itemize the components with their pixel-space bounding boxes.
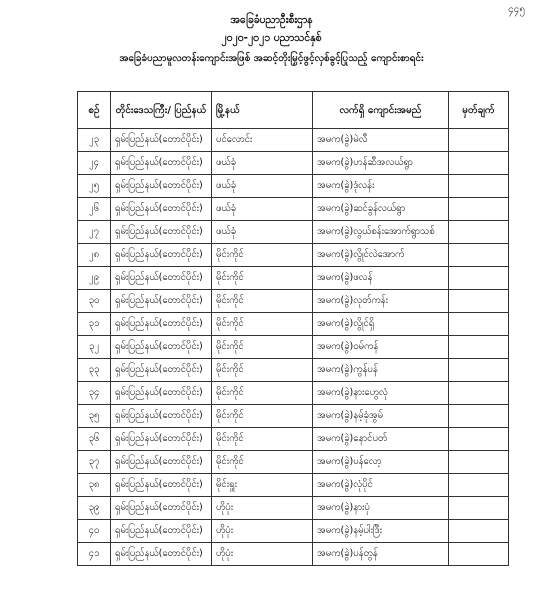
region-cell: ရှမ်းပြည်နယ်(တောင်ပိုင်း) <box>111 474 212 497</box>
serial-cell: ၃၁ <box>78 313 111 336</box>
township-cell: မိုင်းကိုင် <box>212 244 313 267</box>
serial-cell: ၃၂ <box>78 336 111 359</box>
school-name-cell: အမက(ခွဲ)နမ့်ခုံအွမ် <box>313 405 449 428</box>
remark-cell <box>449 520 509 543</box>
table-row <box>78 405 509 428</box>
township-cell: ဖယ်ခုံ <box>212 221 313 244</box>
school-name-cell: အမက(ခွဲ)ဆင်ခွန်လယ်ရွာ <box>313 198 449 221</box>
serial-cell: ၃၆ <box>78 428 111 451</box>
region-cell: ရှမ်းပြည်နယ်(တောင်ပိုင်း) <box>111 382 212 405</box>
region-cell: ရှမ်းပြည်နယ်(တောင်ပိုင်း) <box>111 313 212 336</box>
region-cell: ရှမ်းပြည်နယ်(တောင်ပိုင်း) <box>111 405 212 428</box>
school-name-cell: အမက(ခွဲ)နမ့်ပါးဒြီး <box>313 520 449 543</box>
remark-cell <box>449 198 509 221</box>
township-cell: ဖယ်ခုံ <box>212 152 313 175</box>
table-header-row <box>78 92 509 129</box>
township-cell: မိုင်းကိုင် <box>212 405 313 428</box>
remark-cell <box>449 359 509 382</box>
township-cell: မိုင်းကိုင် <box>212 336 313 359</box>
serial-cell: ၂၉ <box>78 267 111 290</box>
serial-cell: ၄၁ <box>78 543 111 566</box>
school-name-cell: အမက(ခွဲ)ပန်လော့ <box>313 451 449 474</box>
serial-cell: ၃၈ <box>78 474 111 497</box>
serial-cell: ၂၆ <box>78 198 111 221</box>
remark-cell <box>449 221 509 244</box>
region-cell: ရှမ်းပြည်နယ်(တောင်ပိုင်း) <box>111 451 212 474</box>
remark-cell <box>449 405 509 428</box>
serial-cell: ၂၃ <box>78 129 111 152</box>
region-cell: ရှမ်းပြည်နယ်(တောင်ပိုင်း) <box>111 497 212 520</box>
school-name-cell: အမက(ခွဲ)လွိုင်လဲအောက် <box>313 244 449 267</box>
serial-cell: ၂၄ <box>78 152 111 175</box>
school-list-table <box>77 91 509 566</box>
township-cell: ဟိုပုံး <box>212 520 313 543</box>
school-name-cell: အမက(ခွဲ)နောင်ပတ် <box>313 428 449 451</box>
serial-cell: ၂၇ <box>78 221 111 244</box>
table-row <box>78 359 509 382</box>
col-header-serial: စဉ် <box>78 92 111 129</box>
serial-cell: ၃၄ <box>78 382 111 405</box>
table-row <box>78 382 509 405</box>
school-name-cell: အမက(ခွဲ)နားပုံ <box>313 497 449 520</box>
serial-cell: ၃၅ <box>78 405 111 428</box>
remark-cell <box>449 152 509 175</box>
table-row <box>78 474 509 497</box>
page-number: ၄၄၅ <box>508 4 525 15</box>
department-title: အခြေခံပညာဦးစီးဌာန <box>230 14 313 26</box>
region-cell: ရှမ်းပြည်နယ်(တောင်ပိုင်း) <box>111 175 212 198</box>
township-cell: ဟိုပုံး <box>212 497 313 520</box>
academic-year: ၂၀၂၀-၂၀၂၁ ပညာသင်နှစ် <box>221 32 322 44</box>
serial-cell: ၃၃ <box>78 359 111 382</box>
school-name-cell: အမက(ခွဲ)ဒုံလန်း <box>313 175 449 198</box>
table-row <box>78 451 509 474</box>
region-cell: ရှမ်းပြည်နယ်(တောင်ပိုင်း) <box>111 198 212 221</box>
region-cell: ရှမ်းပြည်နယ်(တောင်ပိုင်း) <box>111 129 212 152</box>
table-row <box>78 198 509 221</box>
school-name-cell: အမက(ခွဲ)ဖလန် <box>313 267 449 290</box>
school-name-cell: အမက(ခွဲ)လုတ်ကန်း <box>313 290 449 313</box>
serial-cell: ၃၇ <box>78 451 111 474</box>
table-row <box>78 290 509 313</box>
region-cell: ရှမ်းပြည်နယ်(တောင်ပိုင်း) <box>111 428 212 451</box>
remark-cell <box>449 267 509 290</box>
table-row <box>78 543 509 566</box>
table-row <box>78 175 509 198</box>
serial-cell: ၃၀ <box>78 290 111 313</box>
remark-cell <box>449 290 509 313</box>
table-row <box>78 129 509 152</box>
school-name-cell: အမက(ခွဲ)လွိုင်ရှိ <box>313 313 449 336</box>
school-name-cell: အမက(ခွဲ)လုံပိုင် <box>313 474 449 497</box>
remark-cell <box>449 336 509 359</box>
serial-cell: ၄၀ <box>78 520 111 543</box>
region-cell: ရှမ်းပြည်နယ်(တောင်ပိုင်း) <box>111 152 212 175</box>
township-cell: မိုင်းရှူး <box>212 474 313 497</box>
serial-cell: ၂၅ <box>78 175 111 198</box>
school-name-cell: အမက(ခွဲ)ဝမ်ကန် <box>313 336 449 359</box>
township-cell: မိုင်းကိုင် <box>212 359 313 382</box>
region-cell: ရှမ်းပြည်နယ်(တောင်ပိုင်း) <box>111 543 212 566</box>
remark-cell <box>449 244 509 267</box>
table-row <box>78 244 509 267</box>
school-name-cell: အမက(ခွဲ)မဲလီ <box>313 129 449 152</box>
serial-cell: ၂၈ <box>78 244 111 267</box>
table-row <box>78 152 509 175</box>
school-name-cell: အမက(ခွဲ)နားဟွေလုံ <box>313 382 449 405</box>
township-cell: ဟိုပုံး <box>212 543 313 566</box>
col-header-remark: မှတ်ချက် <box>449 92 509 129</box>
remark-cell <box>449 451 509 474</box>
col-header-school: လက်ရှိ ကျောင်းအမည် <box>313 92 449 129</box>
township-cell: မိုင်းကိုင် <box>212 267 313 290</box>
remark-cell <box>449 382 509 405</box>
remark-cell <box>449 497 509 520</box>
table-row <box>78 336 509 359</box>
remark-cell <box>449 175 509 198</box>
col-header-township: မြို့နယ် <box>212 92 313 129</box>
region-cell: ရှမ်းပြည်နယ်(တောင်ပိုင်း) <box>111 221 212 244</box>
table-row <box>78 221 509 244</box>
township-cell: ဖယ်ခုံ <box>212 175 313 198</box>
region-cell: ရှမ်းပြည်နယ်(တောင်ပိုင်း) <box>111 290 212 313</box>
township-cell: မိုင်းကိုင် <box>212 428 313 451</box>
school-name-cell: အမက(ခွဲ)ပန်တွန် <box>313 543 449 566</box>
table-row <box>78 313 509 336</box>
col-header-region: တိုင်းဒေသကြီး/ ပြည်နယ် <box>111 92 212 129</box>
township-cell: မိုင်းကိုင် <box>212 313 313 336</box>
table-row <box>78 497 509 520</box>
region-cell: ရှမ်းပြည်နယ်(တောင်ပိုင်း) <box>111 267 212 290</box>
region-cell: ရှမ်းပြည်နယ်(တောင်ပိုင်း) <box>111 359 212 382</box>
school-name-cell: အမက(ခွဲ)ဟန်ဆီအလယ်ရွာ <box>313 152 449 175</box>
table-row <box>78 428 509 451</box>
serial-cell: ၃၉ <box>78 497 111 520</box>
township-cell: မိုင်းကိုင် <box>212 290 313 313</box>
school-name-cell: အမက(ခွဲ)ကွန်ပန် <box>313 359 449 382</box>
document-title: အခြေခံပညာမူလတန်းကျောင်းအဖြစ် အဆင့်တိုးမြှင့်ဖွင့်လှစ်ခွင့်ပြုသည့် ကျောင်းစာရင်း <box>119 53 424 64</box>
school-name-cell: အမက(ခွဲ)လွယ်စန်းအောက်ရွာသစ် <box>313 221 449 244</box>
remark-cell <box>449 313 509 336</box>
remark-cell <box>449 428 509 451</box>
township-cell: ပင်လောင်း <box>212 129 313 152</box>
remark-cell <box>449 474 509 497</box>
table-row <box>78 520 509 543</box>
region-cell: ရှမ်းပြည်နယ်(တောင်ပိုင်း) <box>111 520 212 543</box>
region-cell: ရှမ်းပြည်နယ်(တောင်ပိုင်း) <box>111 244 212 267</box>
township-cell: ဖယ်ခုံ <box>212 198 313 221</box>
region-cell: ရှမ်းပြည်နယ်(တောင်ပိုင်း) <box>111 336 212 359</box>
township-cell: မိုင်းကိုင် <box>212 382 313 405</box>
township-cell: မိုင်းကိုင် <box>212 451 313 474</box>
remark-cell <box>449 543 509 566</box>
remark-cell <box>449 129 509 152</box>
table-row <box>78 267 509 290</box>
